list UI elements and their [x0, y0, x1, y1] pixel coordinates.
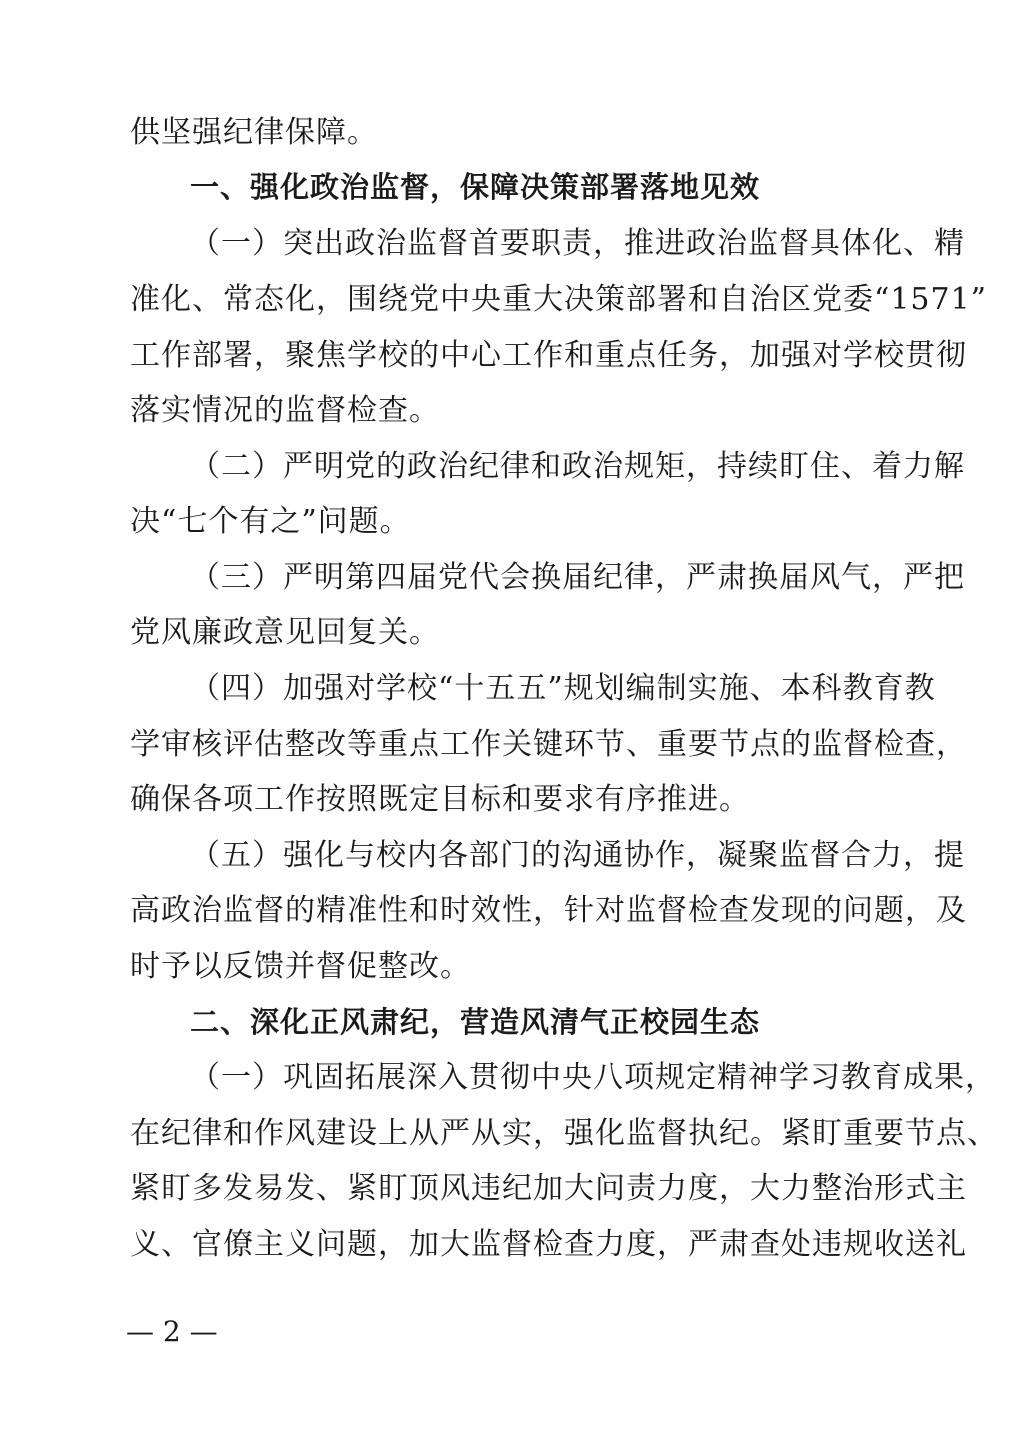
paragraph-line: 义、官僚主义问题，加大监督检查力度，严肃查处违规收送礼: [130, 1227, 967, 1262]
paragraph-line: 工作部署，聚焦学校的中心工作和重点任务，加强对学校贯彻: [130, 338, 967, 373]
paragraph-line: 落实情况的监督检查。: [130, 393, 440, 428]
paragraph-line: 党风廉政意见回复关。: [130, 615, 440, 650]
paragraph-line: 供坚强纪律保障。: [130, 115, 378, 150]
paragraph-line: 学审核评估整改等重点工作关键环节、重要节点的监督检查，: [130, 727, 967, 762]
page-number: — 2 —: [126, 1315, 218, 1348]
paragraph-line: 在纪律和作风建设上从严从实，强化监督执纪。紧盯重要节点、: [130, 1116, 998, 1151]
paragraph-line: 高政治监督的精准性和时效性，针对监督检查发现的问题，及: [130, 893, 967, 928]
paragraph-line: 决“七个有之”问题。: [130, 504, 411, 539]
paragraph-line: （四）加强对学校“十五五”规划编制实施、本科教育教: [190, 671, 936, 706]
section-heading-1: 一、强化政治监督，保障决策部署落地见效: [190, 170, 761, 204]
paragraph-line: （二）严明党的政治纪律和政治规矩，持续盯住、着力解: [190, 449, 965, 484]
paragraph-line: 时予以反馈并督促整改。: [130, 949, 471, 984]
paragraph-line: （三）严明第四届党代会换届纪律，严肃换届风气，严把: [190, 560, 965, 595]
paragraph-line: 紧盯多发易发、紧盯顶风违纪加大问责力度，大力整治形式主: [130, 1171, 967, 1206]
paragraph-line: （一）突出政治监督首要职责，推进政治监督具体化、精: [190, 226, 965, 261]
paragraph-line: （一）巩固拓展深入贯彻中央八项规定精神学习教育成果，: [190, 1060, 996, 1095]
paragraph-line: 确保各项工作按照既定目标和要求有序推进。: [130, 782, 750, 817]
paragraph-line: （五）强化与校内各部门的沟通协作，凝聚监督合力，提: [190, 838, 965, 873]
paragraph-line: 准化、常态化，围绕党中央重大决策部署和自治区党委“1571”: [130, 282, 988, 317]
section-heading-2: 二、深化正风肃纪，营造风清气正校园生态: [190, 1005, 761, 1039]
